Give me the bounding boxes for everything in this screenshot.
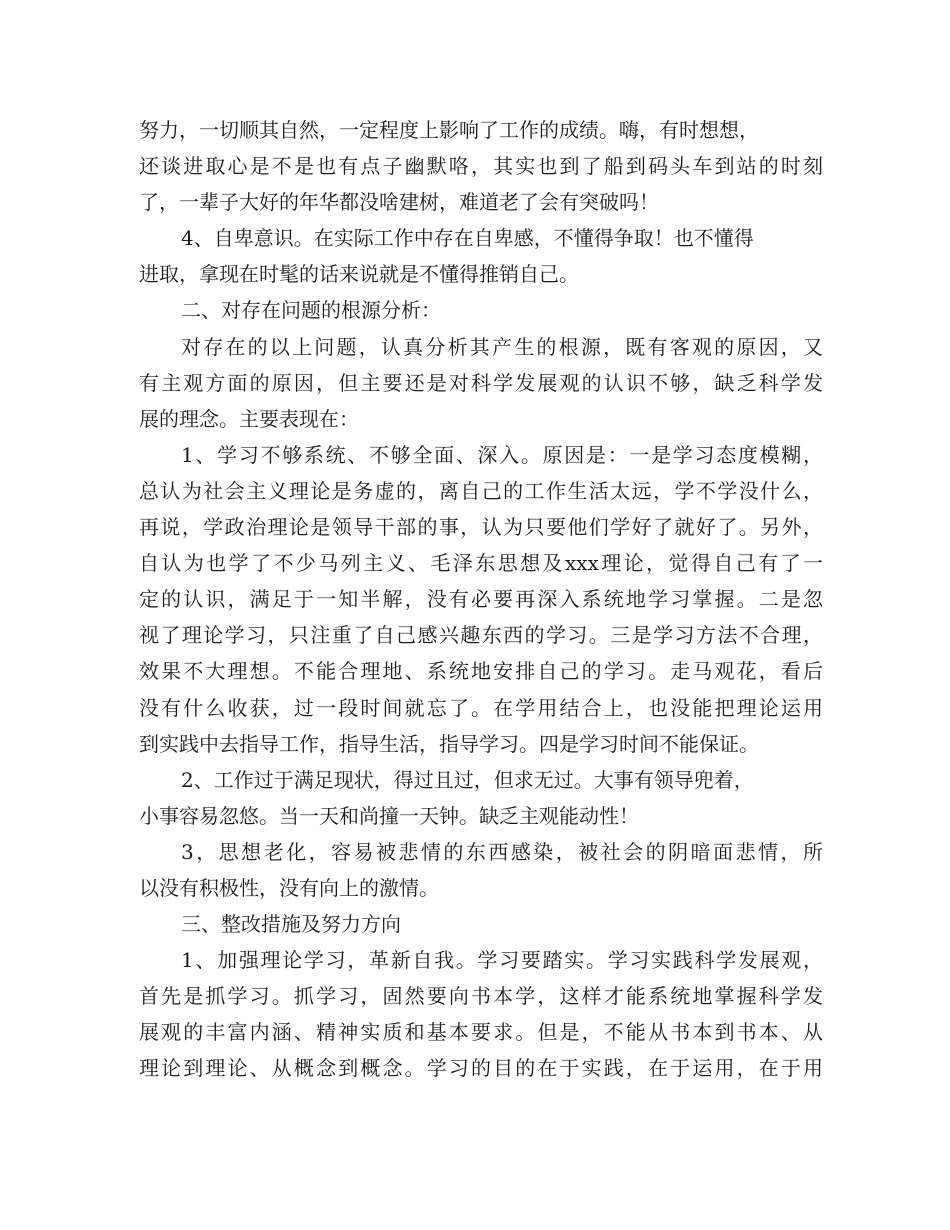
text-line: 自认为也学了不少马列主义、毛泽东思想及xxx理论，觉得自己有了一	[139, 551, 823, 576]
text-line: 视了理论学习，只注重了自己感兴趣东西的学习。三是学习方法不合理，	[139, 623, 823, 648]
paragraph-first-line: 对存在的以上问题，认真分析其产生的根源，既有客观的原因，又	[181, 334, 823, 359]
text-line: 以没有积极性，没有向上的激情。	[139, 875, 439, 900]
text-line: 没有什么收获，过一段时间就忘了。在学用结合上，也没能把理论运用	[139, 695, 823, 720]
text-line: 再说，学政治理论是领导干部的事，认为只要他们学好了就好了。另外，	[139, 515, 823, 540]
paragraph-first-line: 二、对存在问题的根源分析：	[181, 298, 441, 323]
paragraph-first-line: 三、整改措施及努力方向	[181, 912, 401, 937]
text-line: 小事容易忽悠。当一天和尚撞一天钟。缺乏主观能动性！	[139, 803, 639, 828]
text-line: 理论到理论、从概念到概念。学习的目的在于实践，在于运用，在于用	[139, 1056, 823, 1081]
text-line: 了，一辈子大好的年华都没啥建树，难道老了会有突破吗！	[139, 190, 659, 215]
text-line: 效果不大理想。不能合理地、系统地安排自己的学习。走马观花，看后	[139, 659, 823, 684]
text-line: 总认为社会主义理论是务虚的，离自己的工作生活太远，学不学没什么，	[139, 478, 823, 503]
text-line: 进取，拿现在时髦的话来说就是不懂得推销自己。	[139, 262, 579, 287]
text-line: 有主观方面的原因，但主要还是对科学发展观的认识不够，缺乏科学发	[139, 370, 823, 395]
document-body-text	[139, 112, 823, 1087]
paragraph-first-line: 3，思想老化，容易被悲情的东西感染，被社会的阴暗面悲情，所	[181, 839, 823, 864]
paragraph-first-line: 4、自卑意识。在实际工作中存在自卑感，不懂得争取！也不懂得	[181, 226, 754, 251]
paragraph-first-line: 1、加强理论学习，革新自我。学习要踏实。学习实践科学发展观，	[181, 948, 823, 973]
text-line: 到实践中去指导工作，指导生活，指导学习。四是学习时间不能保证。	[139, 731, 759, 756]
text-line: 首先是抓学习。抓学习，固然要向书本学，这样才能系统地掌握科学发	[139, 984, 823, 1009]
text-line: 努力，一切顺其自然，一定程度上影响了工作的成绩。嗨，有时想想，	[139, 118, 759, 142]
text-line: 展的理念。主要表现在：	[139, 406, 359, 431]
paragraph-first-line: 2、工作过于满足现状，得过且过，但求无过。大事有领导兜着，	[181, 767, 754, 792]
text-line: 展观的丰富内涵、精神实质和基本要求。但是，不能从书本到书本、从	[139, 1020, 823, 1045]
text-line: 定的认识，满足于一知半解，没有必要再深入系统地学习掌握。二是忽	[139, 587, 823, 612]
text-line: 还谈进取心是不是也有点子幽默咯，其实也到了船到码头车到站的时刻	[139, 154, 823, 179]
paragraph-first-line: 1、学习不够系统、不够全面、深入。原因是：一是学习态度模糊，	[181, 442, 823, 467]
